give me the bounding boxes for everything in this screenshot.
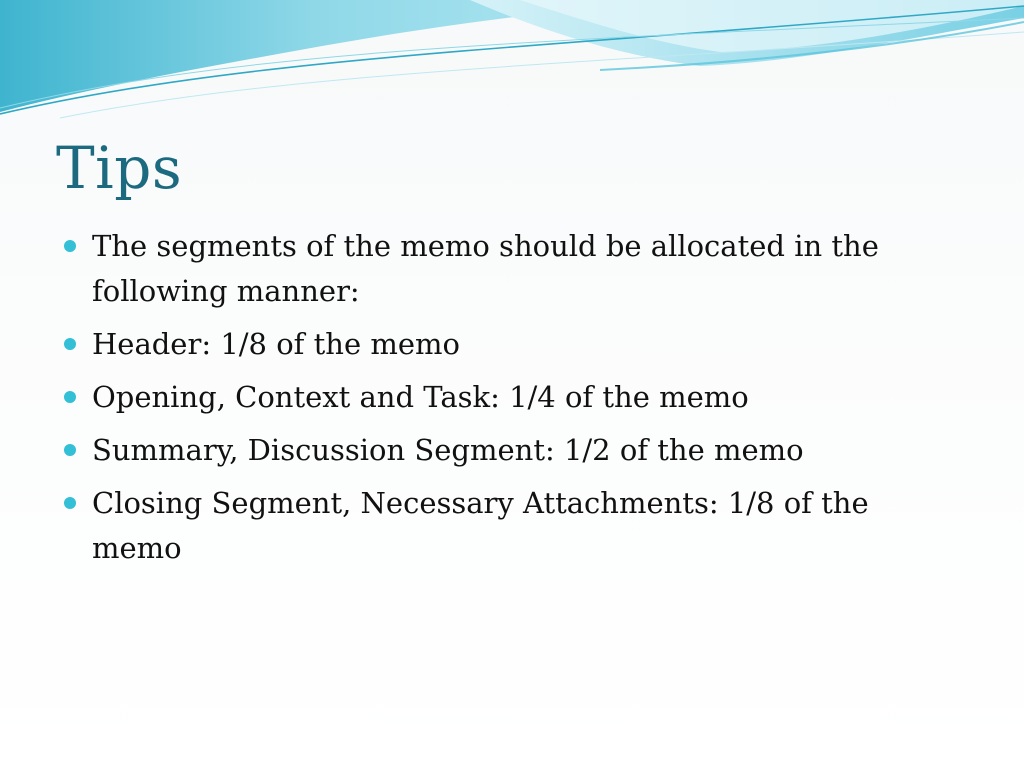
bullet-item xyxy=(62,224,922,314)
bullet-icon xyxy=(64,391,76,403)
bullet-text: Header: 1/8 of the memo xyxy=(92,327,460,361)
bullet-list xyxy=(62,224,922,579)
bullet-item xyxy=(62,375,922,420)
bullet-icon xyxy=(64,240,76,252)
bullet-item xyxy=(62,322,922,367)
header-wave-decoration xyxy=(0,0,1024,130)
bullet-icon xyxy=(64,497,76,509)
bullet-icon xyxy=(64,338,76,350)
bullet-text: Opening, Context and Task: 1/4 of the memo xyxy=(92,380,749,414)
bullet-text: The segments of the memo should be allocated in the following manner: xyxy=(92,229,879,308)
slide-title: Tips xyxy=(56,134,183,202)
bullet-item xyxy=(62,428,922,473)
bullet-item xyxy=(62,481,922,571)
bullet-icon xyxy=(64,444,76,456)
bullet-text: Summary, Discussion Segment: 1/2 of the memo xyxy=(92,433,804,467)
bullet-text: Closing Segment, Necessary Attachments: 1/8 of the memo xyxy=(92,486,869,565)
